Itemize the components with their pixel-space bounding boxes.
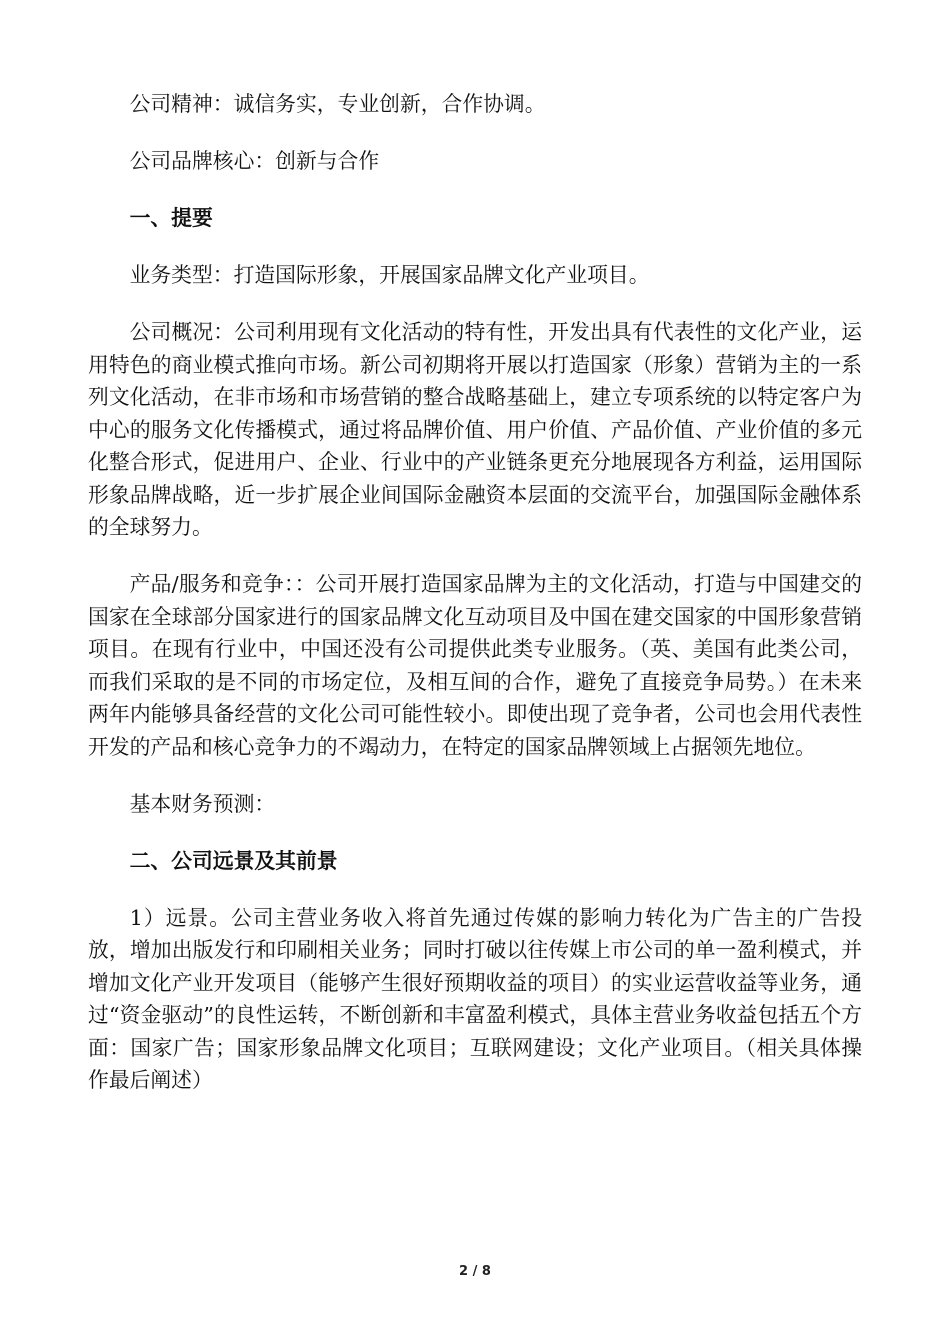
brand-core-paragraph: 公司品牌核心：创新与合作: [129, 149, 380, 173]
section-heading-summary: 一、提要: [129, 206, 213, 230]
company-overview-paragraph: 公司概况：公司利用现有文化活动的特有性，开发出具有代表性的文化产业，运用特色的商业模式推向市场。新公司初期将开展以打造国家（形象）营销为主的一系列文化活动，在非市场和市场营销的整合战略基础上，建立专项系统的以特定客户为中心的服务文化传播模式，通过将品牌价值、用户价值、产品价值、产业价值的多元化整合形式，促进用户、企业、行业中的产业链条更充分地展现各方利益，运用国际形象品牌战略，近一步扩展企业间国际金融资本层面的交流平台，加强国际金融体系的全球努力。: [88, 320, 862, 539]
section-heading-vision: 二、公司远景及其前景: [129, 848, 338, 873]
company-spirit-paragraph: 公司精神：诚信务实，专业创新，合作协调。: [129, 92, 546, 116]
vision-paragraph: 1）远景。公司主营业务收入将首先通过传媒的影响力转化为广告主的广告投放，增加出版发行和印刷相关业务；同时打破以往传媒上市公司的单一盈利模式，并增加文化产业开发项目（能够产生很好预期收益的项目）的实业运营收益等业务，通过“资金驱动”的良性运转，不断创新和丰富盈利模式，具体主营业务收益包括五个方面：国家广告；国家形象品牌文化项目；互联网建设；文化产业项目。（相关具体操作最后阐述）: [88, 905, 862, 1092]
financial-forecast-paragraph: 基本财务预测：: [129, 791, 276, 816]
business-type-paragraph: 业务类型：打造国际形象，开展国家品牌文化产业项目。: [129, 263, 650, 287]
products-competition-paragraph: 产品/服务和竞争：：公司开展打造国家品牌为主的文化活动，打造与中国建交的国家在全球部分国家进行的国家品牌文化互动项目及中国在建交国家的中国形象营销项目。在现有行业中，中国还没有公司提供此类专业服务。（英、美国有此类公司，而我们采取的是不同的市场定位，及相互间的合作，避免了直接竞争局势。）在未来两年内能够具备经营的文化公司可能性较小。即使出现了竞争者，公司也会用代表性开发的产品和核心竞争力的不竭动力，在特定的国家品牌领域上占据领先地位。: [88, 572, 862, 759]
page-number: 2 / 8: [459, 1264, 491, 1279]
document-body: [88, 88, 862, 1097]
